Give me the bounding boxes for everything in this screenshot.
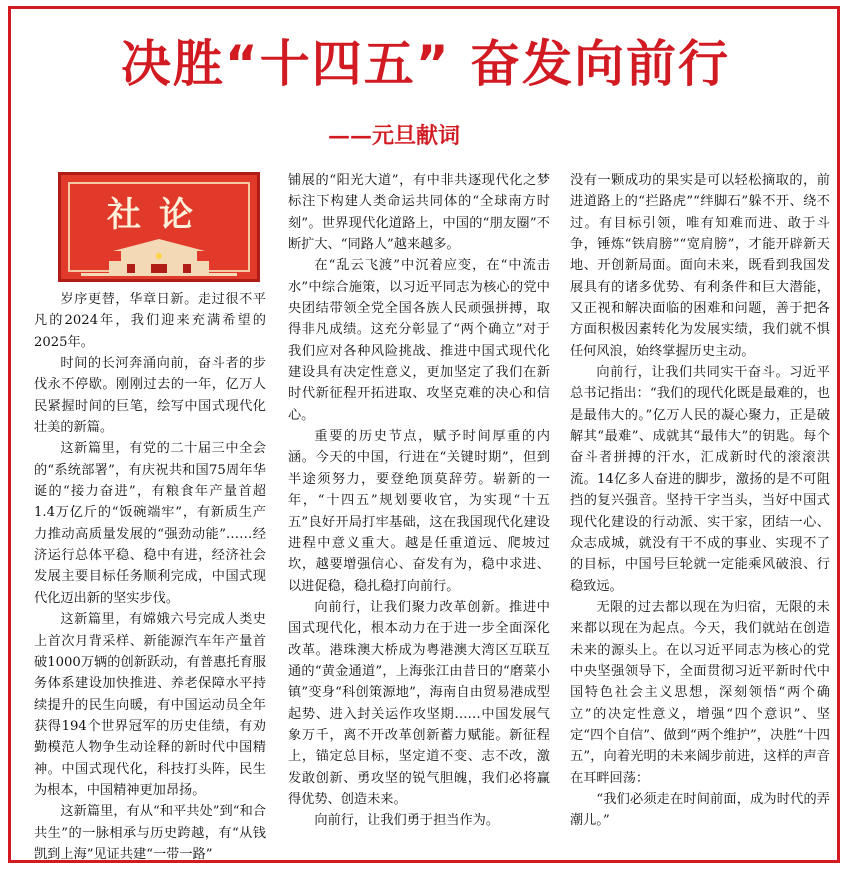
paragraph: 向前行，让我们共同实干奋斗。习近平总书记指出：“我们的现代化既是最难的，也是最伟大的。”亿万人民的凝心聚力，正是破解其“最难”、成就其“最伟大”的钥匙。每个奋斗者拼搏的汗水，汇成新时代的滚滚洪流。14亿多人奋进的脚步，激扬的是不可阻挡的复兴强音。坚持干字当头，当好中国式现代化建设的行动派、实干家，团结一心、众志成城，就没有干不成的事业、实现不了的目标，中国号巨轮就一定能乘风破浪、行稳致远。 (570, 365, 830, 594)
text-column-3 (570, 170, 830, 832)
paragraph: 重要的历史节点，赋予时间厚重的内涵。今天的中国，行进在“关键时期”，但到半途须努力，要登绝顶莫辞劳。崭新的一年，“十四五”规划要收官，为实现“十五五”良好开局打牢基础，这在我国现代化建设进程中意义重大。越是任重道远、爬坡过坎，越要增强信心、奋发有为，稳中求进、以进促稳，稳扎稳打向前行。 (288, 429, 550, 594)
paragraph: 铺展的“阳光大道”，有中非共逐现代化之梦标注下构建人类命运共同体的“全球南方时刻”。世界现代化道路上，中国的“朋友圈”不断扩大、“同路人”越来越多。 (288, 173, 550, 253)
paragraph: 没有一颗成功的果实是可以轻松摘取的，前进道路上的“拦路虎”“绊脚石”躲不开、绕不过。有目标引领，唯有知难而进、敢于斗争，锤炼“铁肩膀”“宽肩膀”，才能开辟新天地、开创新局面。面向未来，既看到我国发展具有的诸多优势、有利条件和巨大潜能，又正视和解决面临的困难和问题，善于把各方面积极因素转化为发展实绩，我们就不惧任何风浪，始终掌握历史主动。 (570, 173, 830, 359)
headline: 决胜“十四五” 奋发向前行 (120, 35, 731, 93)
paragraph: 在“乱云飞渡”中沉着应变，在“中流击水”中综合施策，以习近平同志为核心的党中央团结带领全党全国各族人民顽强拼搏，取得非凡成绩。这充分彰显了“两个确立”对于我们应对各种风险挑战、推进中国式现代化建设具有决定性意义，更加坚定了我们在新时代新征程开拓进取、攻坚克难的决心和信心。 (288, 258, 550, 423)
paragraph: 这新篇里，有从“和平共处”到“和合共生”的一脉相承与历史跨越，有“从钱凯到上海”见证共建“一带一路” (34, 804, 266, 862)
badge-label: 社论 (107, 195, 211, 235)
paragraph: 这新篇里，有嫦娥六号完成人类史上首次月背采样、新能源汽车年产量首破1000万辆的创新跃动，有普惠托育服务体系建设加快推进、养老保障水平持续提升的民生向暖，有中国运动员全年获得194个世界冠军的历史佳绩，有劝勤模范人物争生动诠释的新时代中国精神。中国式现代化，科技打头阵，民生为根本，中国精神更加昂扬。 (34, 612, 266, 798)
paragraph: 向前行，让我们聚力改革创新。推进中国式现代化，根本动力在于进一步全面深化改革。港珠澳大桥成为粤港澳大湾区互联互通的“黄金通道”，上海张江由昔日的“磨菜小镇”变身“科创策源地”，海南自由贸易港成型起势、进入封关运作攻坚期……中国发展气象万千，离不开改革创新蓄力赋能。新征程上，锚定总目标，坚定道不变、志不改，激发敢创新、勇攻坚的锐气胆魄，我们必将赢得优势、创造未来。 (288, 599, 550, 807)
text-column-2 (288, 170, 550, 832)
text-column-1 (34, 289, 266, 865)
paragraph: 时间的长河奔涌向前，奋斗者的步伐永不停歇。刚刚过去的一年，亿万人民紧握时间的巨笔，绘写中国式现代化壮美的新篇。 (34, 356, 266, 436)
paragraph: 向前行，让我们勇于担当作为。 (314, 813, 500, 829)
paragraph: “我们必须走在时间前面，成为时代的弄潮儿。” (570, 791, 830, 829)
paragraph: 这新篇里，有党的二十届三中全会的“系统部署”，有庆祝共和国75周年华诞的“接力奋进”，有粮食年产量首超1.4万亿斤的“饭碗端牢”，有新质生产力推动高质量发展的“强劲动能”……经济运行总体平稳、稳中有进，经济社会发展主要目标任务顺利完成，中国式现代化迈出新的坚实步伐。 (34, 441, 266, 606)
tiananmen-icon (61, 231, 257, 279)
paragraph: 岁序更替，华章日新。走过很不平凡的2024年，我们迎来充满希望的2025年。 (34, 292, 266, 350)
editorial-badge (58, 172, 260, 282)
paragraph: 无限的过去都以现在为归宿，无限的未来都以现在为起点。今天，我们就站在创造未来的源头上。在以习近平同志为核心的党中央坚强领导下，全面贯彻习近平新时代中国特色社会主义思想，深刻领悟“两个确立”的决定性意义，增强“四个意识”、坚定“四个自信”、做到“两个维护”，决胜“十四五”，向着光明的未来阔步前进，这样的声音在耳畔回荡： (570, 599, 830, 786)
subheadline: ——元旦献词 (328, 123, 461, 149)
